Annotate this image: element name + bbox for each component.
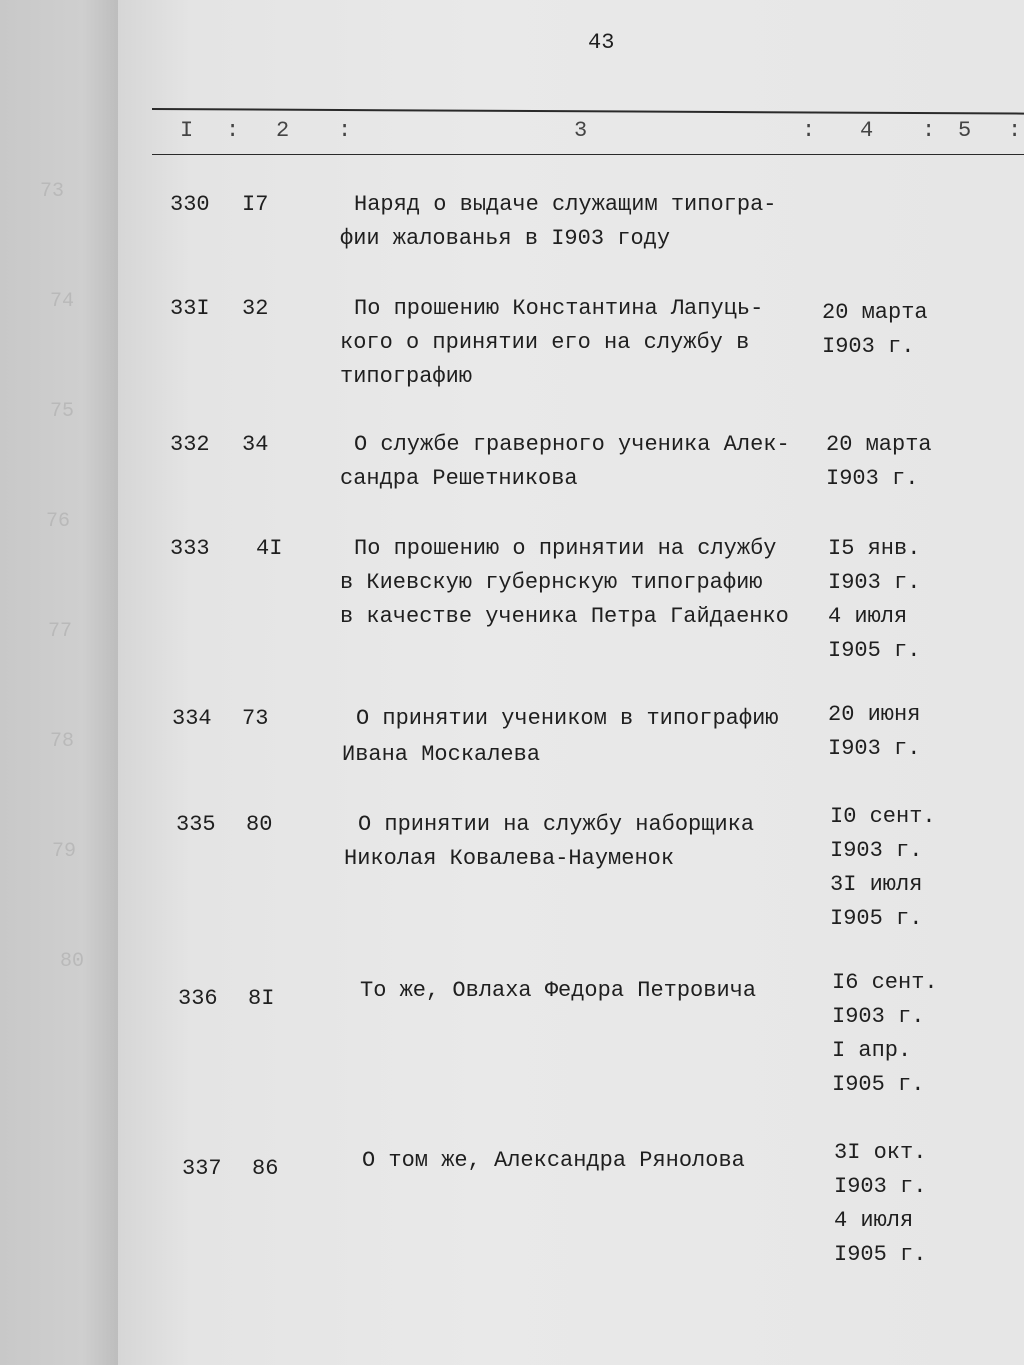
bleed-through-mark: 74 bbox=[50, 290, 75, 313]
description-line: фии жалованья в I903 году bbox=[340, 226, 671, 251]
item-number: 4I bbox=[256, 536, 283, 561]
date-line: I905 г. bbox=[832, 1072, 925, 1097]
bleed-through-mark: 78 bbox=[50, 730, 75, 753]
bleed-through-mark: 77 bbox=[48, 620, 73, 643]
description-line: О принятии на службу наборщика bbox=[358, 812, 755, 837]
bleed-through-mark: 73 bbox=[40, 180, 65, 203]
date-line: I903 г. bbox=[826, 466, 919, 491]
date-line: 20 марта bbox=[822, 300, 928, 325]
bleed-through-mark: 75 bbox=[50, 400, 75, 423]
date-line: 3I окт. bbox=[834, 1140, 927, 1165]
header-separator: : bbox=[802, 118, 816, 143]
item-number: 73 bbox=[242, 706, 269, 731]
item-number: 80 bbox=[246, 812, 273, 837]
record-number: 335 bbox=[176, 812, 216, 837]
description-line: Николая Ковалева-Науменок bbox=[344, 846, 675, 871]
record-number: 330 bbox=[170, 192, 210, 217]
date-line: I905 г. bbox=[830, 906, 923, 931]
date-line: I0 сент. bbox=[830, 804, 936, 829]
bleed-through-mark: 79 bbox=[52, 840, 77, 863]
record-number: 337 bbox=[182, 1156, 222, 1181]
record-number: 333 bbox=[170, 536, 210, 561]
description-line: типографию bbox=[340, 364, 473, 389]
item-number: 34 bbox=[242, 432, 269, 457]
record-number: 336 bbox=[178, 986, 218, 1011]
header-col-4: 4 bbox=[860, 118, 874, 143]
description-line: Ивана Москалева bbox=[342, 742, 541, 767]
header-separator: : bbox=[338, 118, 352, 143]
date-line: I903 г. bbox=[822, 334, 915, 359]
header-col-2: 2 bbox=[276, 118, 290, 143]
header-separator: : bbox=[1008, 118, 1022, 143]
header-col-1: I bbox=[180, 118, 194, 143]
description-line: Наряд о выдаче служащим типогра- bbox=[354, 192, 777, 217]
description-line: О том же, Александра Рянолова bbox=[362, 1148, 745, 1173]
description-line: сандра Решетникова bbox=[340, 466, 578, 491]
date-line: 20 июня bbox=[828, 702, 921, 727]
bleed-through-mark: 80 bbox=[60, 950, 85, 973]
description-line: По прошению о принятии на службу bbox=[354, 536, 777, 561]
date-line: I903 г. bbox=[828, 570, 921, 595]
date-line: I903 г. bbox=[832, 1004, 925, 1029]
item-number: 86 bbox=[252, 1156, 279, 1181]
date-line: I903 г. bbox=[834, 1174, 927, 1199]
date-line: 20 марта bbox=[826, 432, 932, 457]
description-line: в Киевскую губернскую типографию bbox=[340, 570, 763, 595]
bleed-through-mark: 76 bbox=[46, 510, 71, 533]
item-number: I7 bbox=[242, 192, 269, 217]
header-bottom-rule bbox=[152, 154, 1024, 155]
description-line: По прошению Константина Лапуць- bbox=[354, 296, 764, 321]
record-number: 334 bbox=[172, 706, 212, 731]
header-col-3: 3 bbox=[574, 118, 588, 143]
date-line: 4 июля bbox=[828, 604, 908, 629]
page-number: 43 bbox=[588, 30, 615, 55]
date-line: I апр. bbox=[832, 1038, 912, 1063]
date-line: I5 янв. bbox=[828, 536, 921, 561]
date-line: 4 июля bbox=[834, 1208, 914, 1233]
date-line: I6 сент. bbox=[832, 970, 938, 995]
header-col-5: 5 bbox=[958, 118, 972, 143]
date-line: I903 г. bbox=[828, 736, 921, 761]
header-separator: : bbox=[922, 118, 936, 143]
item-number: 8I bbox=[248, 986, 275, 1011]
previous-page-edge bbox=[0, 0, 118, 1365]
date-line: 3I июля bbox=[830, 872, 923, 897]
date-line: I905 г. bbox=[828, 638, 921, 663]
date-line: I903 г. bbox=[830, 838, 923, 863]
record-number: 332 bbox=[170, 432, 210, 457]
description-line: в качестве ученика Петра Гайдаенко bbox=[340, 604, 789, 629]
item-number: 32 bbox=[242, 296, 269, 321]
description-line: То же, Овлаха Федора Петровича bbox=[360, 978, 757, 1003]
header-separator: : bbox=[226, 118, 240, 143]
date-line: I905 г. bbox=[834, 1242, 927, 1267]
description-line: О принятии учеником в типографию bbox=[356, 706, 779, 731]
description-line: кого о принятии его на службу в bbox=[340, 330, 750, 355]
record-number: 33I bbox=[170, 296, 210, 321]
description-line: О службе граверного ученика Алек- bbox=[354, 432, 790, 457]
